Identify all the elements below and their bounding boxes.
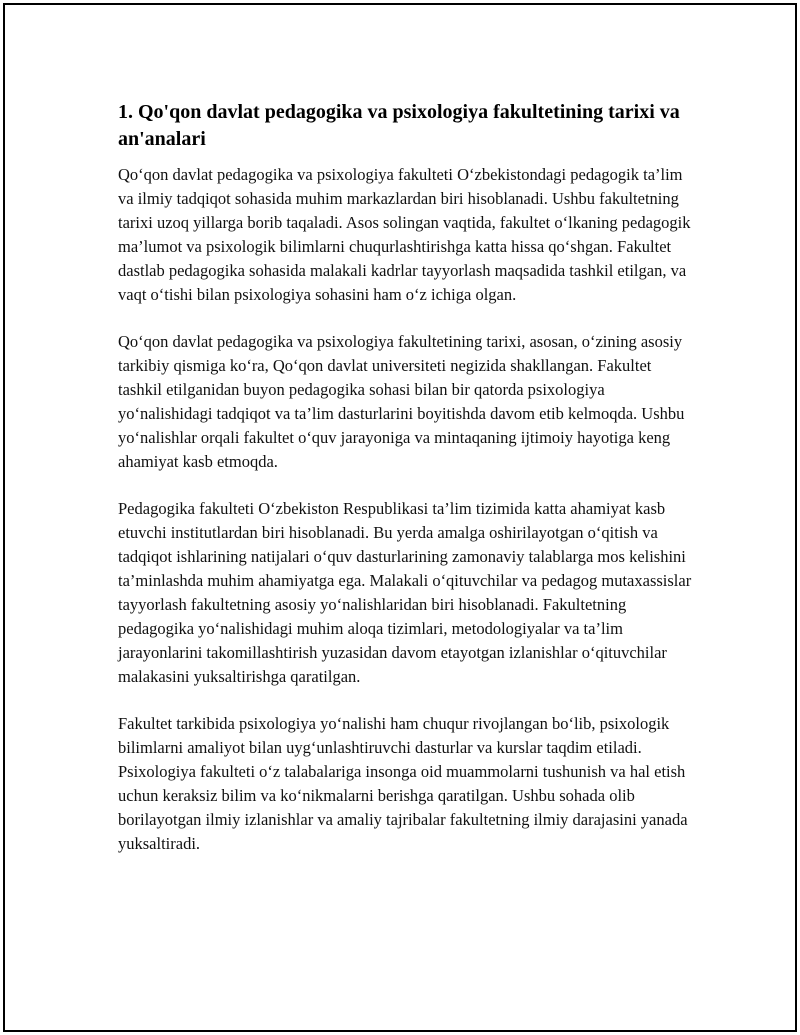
paragraph-psychology: Fakultet tarkibida psixologiya yo‘nalishi ham chuqur rivojlangan bo‘lib, psixologik bilimlarni amaliyot bilan uyg‘unlashtiruvchi dasturlar va kurslar taqdim etiladi. Psixologiya fakulteti o‘z talabalariga insonga oid muammolarni tushunish va hal etish uchun keraksiz bilim va ko‘nikmalarni berishga qaratilgan. Ushbu sohada olib borilayotgan ilmiy izlanishlar va amaliy tajribalar fakultetning ilmiy darajasini yanada yuksaltiradi. [118, 714, 688, 853]
document-body [118, 99, 693, 879]
section-heading: 1. Qo'qon davlat pedagogika va psixologiya fakultetining tarixi va an'analari [118, 101, 680, 150]
paragraph-pedagogy: Pedagogika fakulteti O‘zbekiston Respublikasi ta’lim tizimida katta ahamiyat kasb etuvchi institutlardan biri hisoblanadi. Bu yerda amalga oshirilayotgan o‘qitish va tadqiqot ishlarining natijalari o‘quv dasturlarining zamonaviy talablarga mos kelishini ta’minlashda muhim ahamiyatga ega. Malakali o‘qituvchilar va pedagog mutaxassislar tayyorlash fakultetning asosiy yo‘nalishlaridan biri hisoblanadi. Fakultetning pedagogika yo‘nalishidagi muhim aloqa tizimlari, metodologiyalar va ta’lim jarayonlarini takomillashtirish yuzasidan davom etayotgan izlanishlar o‘qituvchilar malakasini yuksaltirishga qaratilgan. [118, 499, 692, 686]
paragraph-foundation: Qo‘qon davlat pedagogika va psixologiya fakultetining tarixi, asosan, o‘zining asosiy tarkibiy qismiga ko‘ra, Qo‘qon davlat universiteti negizida shakllangan. Fakultet tashkil etilganidan buyon pedagogika sohasi bilan bir qatorda psixologiya yo‘nalishidagi tadqiqot va ta’lim dasturlarini boyitishda davom etib kelmoqda. Ushbu yo‘nalishlar orqali fakultet o‘quv jarayoniga va mintaqaning ijtimoiy hayotiga keng ahamiyat kasb etmoqda. [118, 332, 685, 471]
document-page [3, 3, 797, 1032]
paragraph-history: Qo‘qon davlat pedagogika va psixologiya fakulteti O‘zbekistondagi pedagogik ta’lim va ilmiy tadqiqot sohasida muhim markazlardan biri hisoblanadi. Ushbu fakultetning tarixi uzoq yillarga borib taqaladi. Asos solingan vaqtida, fakultet o‘lkaning pedagogik ma’lumot va psixologik bilimlarni chuqurlashtirishga katta hissa qo‘shgan. Fakultet dastlab pedagogika sohasida malakali kadrlar tayyorlash maqsadida tashkil etilgan, va vaqt o‘tishi bilan psixologiya sohasini ham o‘z ichiga olgan. [118, 165, 691, 304]
